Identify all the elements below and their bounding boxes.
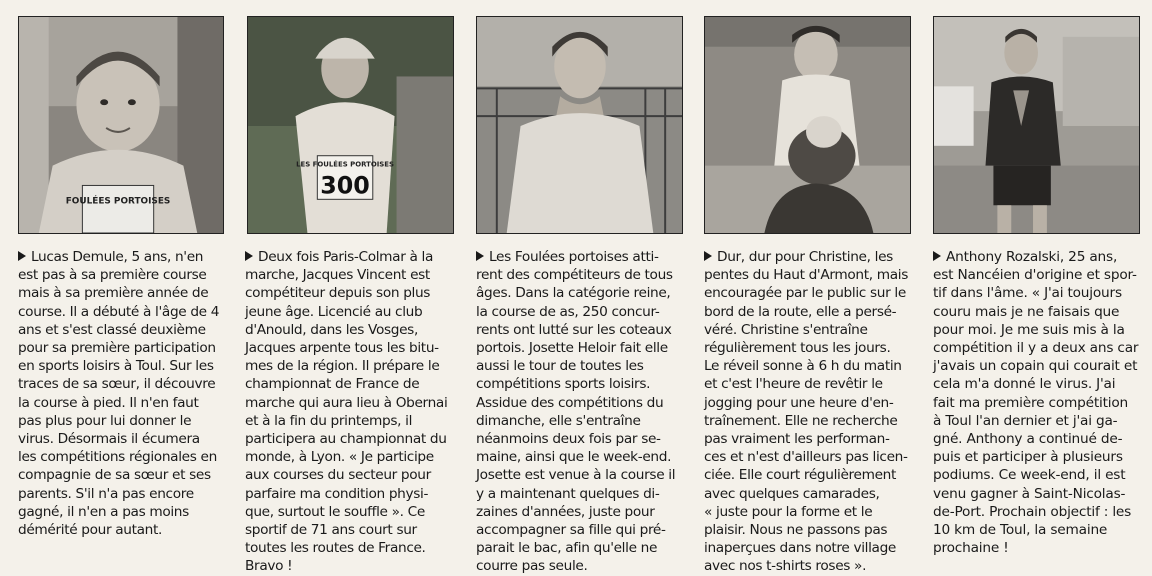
bib-sponsor-jacques: LES FOULÉES PORTOISES xyxy=(296,160,394,169)
article-line: plaisir. Nous ne passons pas xyxy=(704,522,888,539)
photo-anthony-rozalski xyxy=(933,16,1140,234)
article-line: Deux fois Paris-Colmar à la xyxy=(245,248,447,266)
triangle-bullet-icon xyxy=(704,251,712,261)
article-line: compétiteur depuis son plus xyxy=(245,285,431,302)
article-line: encouragée par le public sur le xyxy=(704,285,906,302)
article-line: Les Foulées portoises atti- xyxy=(476,248,675,266)
article-josette-heloir xyxy=(476,248,675,576)
article-line: véré. Christine s'entraîne xyxy=(704,321,868,338)
article-line: couru mais je ne faisais que xyxy=(933,303,1120,320)
article-line: jogging pour une heure d'en- xyxy=(704,394,894,411)
article-line: dimanche, elle s'entraîne xyxy=(476,412,641,429)
article-line: rent des compétiteurs de tous xyxy=(476,267,673,284)
photo-lucas-demule-image xyxy=(19,17,223,233)
article-line: ciée. Elle court régulièrement xyxy=(704,467,896,484)
photo-josette-heloir-image xyxy=(477,17,682,233)
article-line: jeune âge. Licencié au club xyxy=(245,303,423,320)
article-line: bord de la route, elle a persé- xyxy=(704,303,897,320)
article-line: mes de la région. Il prépare le xyxy=(245,358,440,375)
photo-jacques-vincent xyxy=(247,16,454,234)
bib-sponsor-lucas: FOULÉES PORTOISES xyxy=(65,196,171,207)
triangle-bullet-icon xyxy=(933,251,941,261)
article-line: néanmoins deux fois par se- xyxy=(476,431,661,448)
article-line: traînement. Elle ne recherche xyxy=(704,412,898,429)
article-line: courre pas seule. xyxy=(476,558,588,575)
photo-christine xyxy=(704,16,911,234)
article-line: est pas à sa première course xyxy=(18,267,207,284)
article-line: Le réveil sonne à 6 h du matin xyxy=(704,358,902,375)
article-line: cela m'a donné le virus. J'ai xyxy=(933,376,1116,393)
photo-jacques-vincent-image xyxy=(248,17,453,233)
article-line: ces et n'est d'ailleurs pas licen- xyxy=(704,449,908,466)
photo-anthony-rozalski-image xyxy=(934,17,1139,233)
article-line: les compétitions régionales en xyxy=(18,449,217,466)
article-line: compétitions sports loisirs. xyxy=(476,376,651,393)
article-line: tif dans l'âme. « J'ai toujours xyxy=(933,285,1122,302)
article-line: course. Il a débuté à l'âge de 4 xyxy=(18,303,220,320)
article-line: d'Anould, dans les Vosges, xyxy=(245,321,418,338)
article-line: la course de as, 250 concur- xyxy=(476,303,660,320)
article-line: inaperçues dans notre village xyxy=(704,540,897,557)
article-line: âges. Dans la catégorie reine, xyxy=(476,285,671,302)
article-lucas-demule xyxy=(18,248,219,539)
article-line: que, surtout le souffle ». Ce xyxy=(245,503,425,520)
article-line: j'avais un copain qui courait et xyxy=(933,358,1138,375)
article-line: pour sa première participation xyxy=(18,340,216,357)
article-line: zaines d'années, juste pour xyxy=(476,503,655,520)
article-line: Josette est venue à la course il xyxy=(476,467,676,484)
article-line: « juste pour la forme et le xyxy=(704,503,873,520)
article-jacques-vincent xyxy=(245,248,447,576)
article-line: puis et participer à plusieurs xyxy=(933,449,1123,466)
article-line: Anthony Rozalski, 25 ans, xyxy=(933,248,1138,266)
article-anthony-rozalski xyxy=(933,248,1138,557)
article-line: traces de sa sœur, il découvre xyxy=(18,376,216,393)
article-line: Lucas Demule, 5 ans, n'en xyxy=(18,248,219,266)
article-line: accompagner sa fille qui pré- xyxy=(476,522,666,539)
article-line: pas plus pour lui donner le xyxy=(18,412,192,429)
article-line: monde, à Lyon. « Je participe xyxy=(245,449,434,466)
article-line: 10 km de Toul, la semaine xyxy=(933,522,1108,539)
article-line: portois. Josette Heloir fait elle xyxy=(476,340,668,357)
article-line: aussi le tour de toutes les xyxy=(476,358,644,375)
article-line: et à la fin du printemps, il xyxy=(245,412,413,429)
article-line: marche qui aura lieu à Obernai xyxy=(245,394,448,411)
article-line: avec nos t-shirts roses ». xyxy=(704,558,867,575)
article-christine xyxy=(704,248,908,576)
article-line: venu gagner à Saint-Nicolas- xyxy=(933,485,1126,502)
article-line: mais à sa première année de xyxy=(18,285,209,302)
article-line: Bravo ! xyxy=(245,558,293,575)
article-line: y a maintenant quelques di- xyxy=(476,485,660,502)
article-line: marche, Jacques Vincent est xyxy=(245,267,430,284)
article-line: pour moi. Je me suis mis à la xyxy=(933,321,1125,338)
article-line: la course à pied. Il n'en faut xyxy=(18,394,199,411)
photo-josette-heloir xyxy=(476,16,683,234)
article-line: rents ont lutté sur les coteaux xyxy=(476,321,672,338)
article-line: compagnie de sa sœur et ses xyxy=(18,467,211,484)
article-line: parait le bac, afin qu'elle ne xyxy=(476,540,658,557)
article-line: à Toul l'an dernier et j'ai ga- xyxy=(933,412,1118,429)
bib-number-jacques: 300 xyxy=(320,171,370,200)
article-line: prochaine ! xyxy=(933,540,1009,557)
article-line: et c'est l'heure de revêtir le xyxy=(704,376,883,393)
triangle-bullet-icon xyxy=(476,251,484,261)
article-line: pentes du Haut d'Armont, mais xyxy=(704,267,908,284)
article-line: régulièrement tous les jours. xyxy=(704,340,891,357)
article-line: en sports loisirs à Toul. Sur les xyxy=(18,358,214,375)
article-line: sportif de 71 ans court sur xyxy=(245,522,417,539)
article-line: championnat de France de xyxy=(245,376,420,393)
article-line: participera au championnat du xyxy=(245,431,447,448)
article-line: podiums. Ce week-end, il est xyxy=(933,467,1126,484)
article-line: aux courses du secteur pour xyxy=(245,467,431,484)
article-line: gné. Anthony a continué de- xyxy=(933,431,1123,448)
photo-christine-image xyxy=(705,17,910,233)
article-line: maine, ainsi que le week-end. xyxy=(476,449,672,466)
article-line: virus. Désormais il écumera xyxy=(18,431,200,448)
article-line: parents. S'il n'a pas encore xyxy=(18,485,194,502)
article-line: démérité pour autant. xyxy=(18,522,163,539)
article-line: compétition il y a deux ans car xyxy=(933,340,1139,357)
article-line: de-Port. Prochain objectif : les xyxy=(933,503,1132,520)
photo-lucas-demule xyxy=(18,16,224,234)
article-line: avec quelques camarades, xyxy=(704,485,880,502)
article-line: toutes les routes de France. xyxy=(245,540,426,557)
article-line: gagné, il n'en a pas moins xyxy=(18,503,189,520)
triangle-bullet-icon xyxy=(245,251,253,261)
article-line: est Nancéien d'origine et spor- xyxy=(933,267,1137,284)
article-line: Dur, dur pour Christine, les xyxy=(704,248,908,266)
article-line: ans et s'est classé deuxième xyxy=(18,321,206,338)
article-line: fait ma première compétition xyxy=(933,394,1129,411)
article-line: parfaire ma condition physi- xyxy=(245,485,429,502)
article-line: pas vraiment les performan- xyxy=(704,431,890,448)
article-line: Jacques arpente tous les bitu- xyxy=(245,340,439,357)
article-line: Assidue des compétitions du xyxy=(476,394,664,411)
triangle-bullet-icon xyxy=(18,251,26,261)
